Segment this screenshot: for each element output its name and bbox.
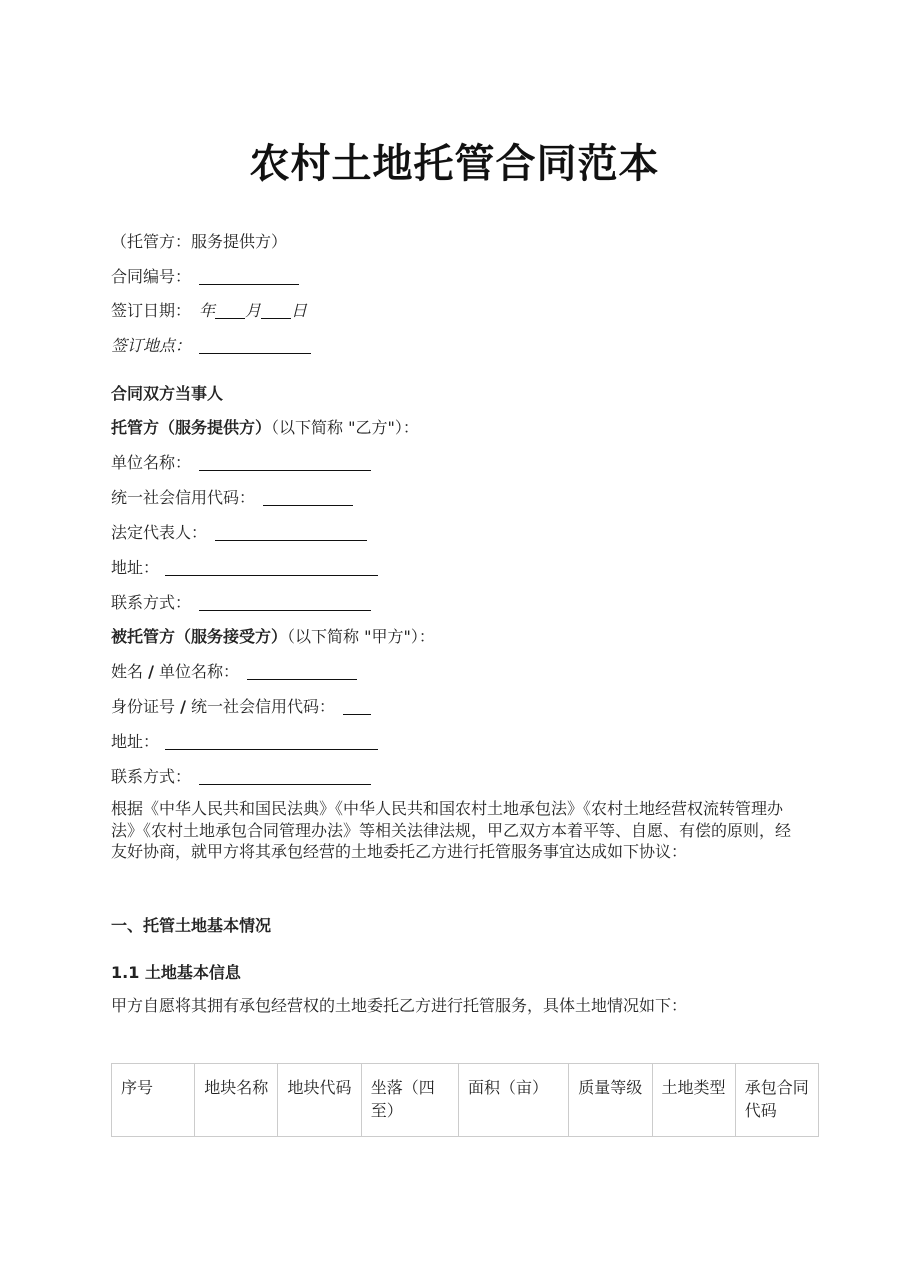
sign-date-month-blank xyxy=(261,302,291,319)
party-b-address-blank xyxy=(165,559,378,576)
party-a-id-slash: / xyxy=(180,697,186,716)
party-a-id-label-1: 身份证号 xyxy=(111,697,181,716)
col-plot-code: 地块代码 xyxy=(278,1064,361,1137)
party-b-address-label: 地址： xyxy=(111,558,160,577)
party-b-unit-name-blank xyxy=(199,454,371,471)
party-a-contact xyxy=(111,767,371,787)
party-a-id xyxy=(111,697,371,717)
party-b-credit-code-label: 统一社会信用代码： xyxy=(111,488,256,507)
sign-place-label: 签订地点： xyxy=(111,336,192,355)
sign-date-day: 日 xyxy=(291,301,308,320)
party-b-contact-blank xyxy=(199,594,371,611)
party-a-heading xyxy=(111,627,435,647)
party-b-legal-rep-label: 法定代表人： xyxy=(111,523,208,542)
party-a-address xyxy=(111,732,378,752)
parties-heading: 合同双方当事人 xyxy=(111,384,224,403)
party-b-address xyxy=(111,558,378,578)
land-table-header-row xyxy=(112,1064,819,1137)
party-b-credit-code-blank xyxy=(263,489,353,506)
party-b-credit-code xyxy=(111,488,353,508)
sign-date-month: 月 xyxy=(245,301,262,320)
party-a-heading-rest: （以下简称 "甲方"）： xyxy=(287,627,435,646)
sign-place-blank xyxy=(199,337,311,354)
party-b-heading-rest: （以下简称 "乙方"）： xyxy=(271,418,419,437)
col-location: 坐落（四至） xyxy=(361,1064,458,1137)
party-a-name-slash: / xyxy=(148,662,154,681)
col-serial: 序号 xyxy=(112,1064,195,1137)
col-plot-name: 地块名称 xyxy=(195,1064,278,1137)
preamble-paragraph: 根据《中华人民共和国民法典》《中华人民共和国农村土地承包法》《农村土地经营权流转管理办法》《农村土地承包合同管理办法》等相关法律法规，甲乙双方本着平等、自愿、有偿的原则，经友好协商，就甲方将其承包经营的土地委托乙方进行托管服务事宜达成如下协议： xyxy=(111,799,792,861)
sign-date-year-blank xyxy=(215,302,245,319)
party-b-unit-name xyxy=(111,453,371,473)
col-area: 面积（亩） xyxy=(458,1064,568,1137)
contract-number-blank xyxy=(199,268,299,285)
party-b-contact-label: 联系方式： xyxy=(111,593,192,612)
col-land-type: 土地类型 xyxy=(652,1064,735,1137)
party-b-legal-rep-blank xyxy=(215,524,367,541)
party-a-contact-label: 联系方式： xyxy=(111,767,192,786)
subtitle: （托管方：服务提供方） xyxy=(111,232,288,251)
contract-number-field xyxy=(111,267,299,287)
party-a-name-label-1: 姓名 xyxy=(111,662,149,681)
party-a-heading-bold: 被托管方（服务接受方） xyxy=(111,627,288,646)
party-b-heading xyxy=(111,418,419,438)
party-a-name-blank xyxy=(247,663,357,680)
party-b-legal-rep xyxy=(111,523,367,543)
party-a-id-label-2: 统一社会信用代码： xyxy=(185,697,336,716)
section-1-heading: 一、托管土地基本情况 xyxy=(111,916,272,935)
sign-date-year: 年 xyxy=(199,301,216,320)
party-b-unit-name-label: 单位名称： xyxy=(111,453,192,472)
party-a-id-blank xyxy=(343,698,371,715)
section-1-1-title: 土地基本信息 xyxy=(139,963,241,982)
party-a-name xyxy=(111,662,357,682)
land-info-table xyxy=(111,1063,819,1137)
section-1-1-heading xyxy=(111,963,241,983)
col-contract-code: 承包合同代码 xyxy=(735,1064,818,1137)
section-1-1-intro: 甲方自愿将其拥有承包经营权的土地委托乙方进行托管服务，具体土地情况如下： xyxy=(111,996,688,1015)
sign-date-label: 签订日期： xyxy=(111,301,192,320)
sign-place-field xyxy=(111,336,311,356)
document-title: 农村土地托管合同范本 xyxy=(249,141,660,187)
party-a-contact-blank xyxy=(199,768,371,785)
col-quality-grade: 质量等级 xyxy=(569,1064,652,1137)
party-a-name-label-2: 单位名称： xyxy=(153,662,240,681)
party-b-contact xyxy=(111,593,371,613)
section-1-1-number: 1.1 xyxy=(111,963,140,982)
party-a-address-blank xyxy=(165,733,378,750)
party-b-heading-bold: 托管方（服务提供方） xyxy=(111,418,272,437)
contract-number-label: 合同编号： xyxy=(111,267,192,286)
party-a-address-label: 地址： xyxy=(111,732,160,751)
sign-date-field xyxy=(111,301,307,321)
